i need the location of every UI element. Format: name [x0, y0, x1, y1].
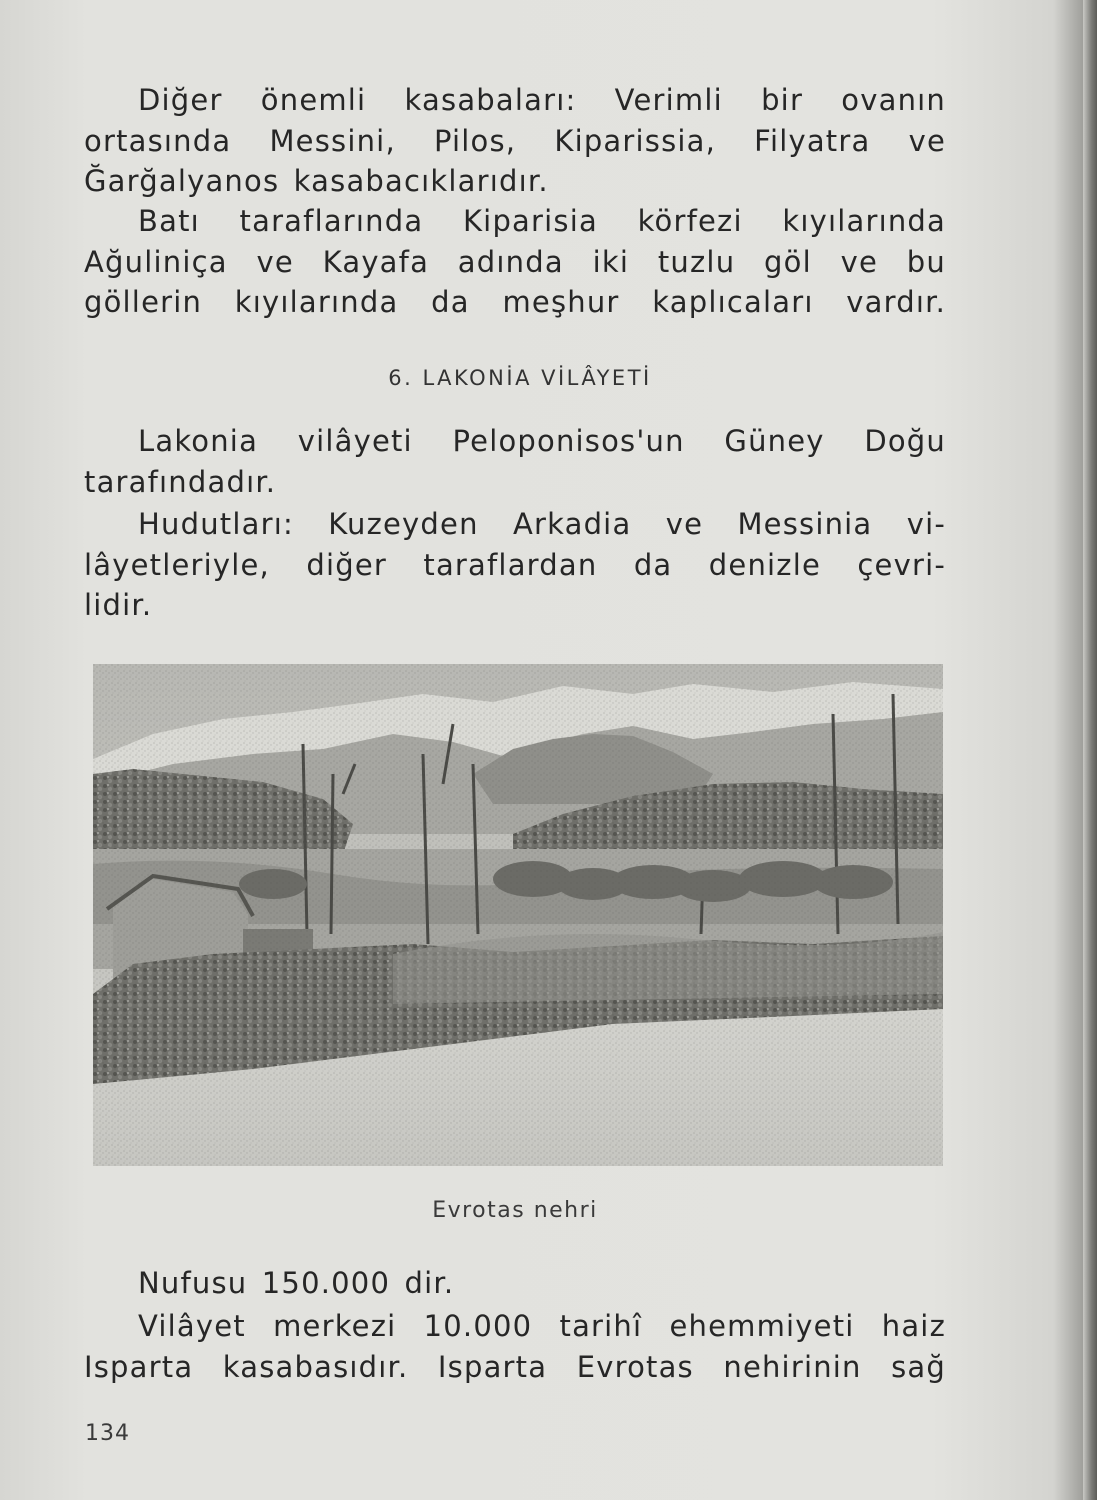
- text-line: Hudutları: Kuzeyden Arkadia ve Messinia vi-: [138, 507, 946, 541]
- text-line: Ağuliniça ve Kayafa adında iki tuzlu göl ve bu: [84, 244, 946, 279]
- paragraph-hudutlari: [84, 504, 946, 626]
- text-line: lâyetleriyle, diğer taraflardan da denizle çevri-: [84, 547, 946, 582]
- paragraph-lakonia: [84, 421, 946, 502]
- text-line: lidir.: [84, 588, 153, 622]
- paragraph-vilayet-merkezi: [84, 1306, 946, 1387]
- paragraph-nufus: [84, 1263, 946, 1304]
- photo-illustration: [93, 664, 943, 1166]
- text-line: ortasında Messini, Pilos, Kiparissia, Filyatra ve: [84, 123, 946, 158]
- photo-caption: Evrotas nehri: [432, 1198, 598, 1223]
- text-line: Batı taraflarında Kiparisia körfezi kıyılarında: [138, 204, 946, 238]
- paragraph-bati-taraflari: [84, 201, 946, 323]
- text-line: Lakonia vilâyeti Peloponisos'un Güney Doğu: [138, 424, 946, 458]
- text-line: göllerin kıyılarında da meşhur kaplıcaları vardır.: [84, 285, 946, 319]
- text-line: Diğer önemli kasabaları: Verimli bir ovanın: [138, 83, 946, 117]
- page-spine-shadow: [1083, 0, 1097, 1500]
- page-number: 134: [85, 1421, 130, 1446]
- text-line: Vilâyet merkezi 10.000 tarihî ehemmiyeti haiz: [138, 1309, 946, 1343]
- text-line: tarafındadır.: [84, 464, 277, 499]
- landscape-photo: [93, 664, 943, 1166]
- section-heading: 6. LAKONİA VİLÂYETİ: [388, 366, 652, 390]
- text-line: Ğarğalyanos kasabacıklarıdır.: [84, 164, 549, 198]
- text-line: Nufusu 150.000 dir.: [138, 1266, 455, 1300]
- paragraph-diger-kasabalar: [84, 80, 946, 202]
- text-line: Isparta kasabasıdır. Isparta Evrotas nehirinin sağ: [84, 1349, 946, 1384]
